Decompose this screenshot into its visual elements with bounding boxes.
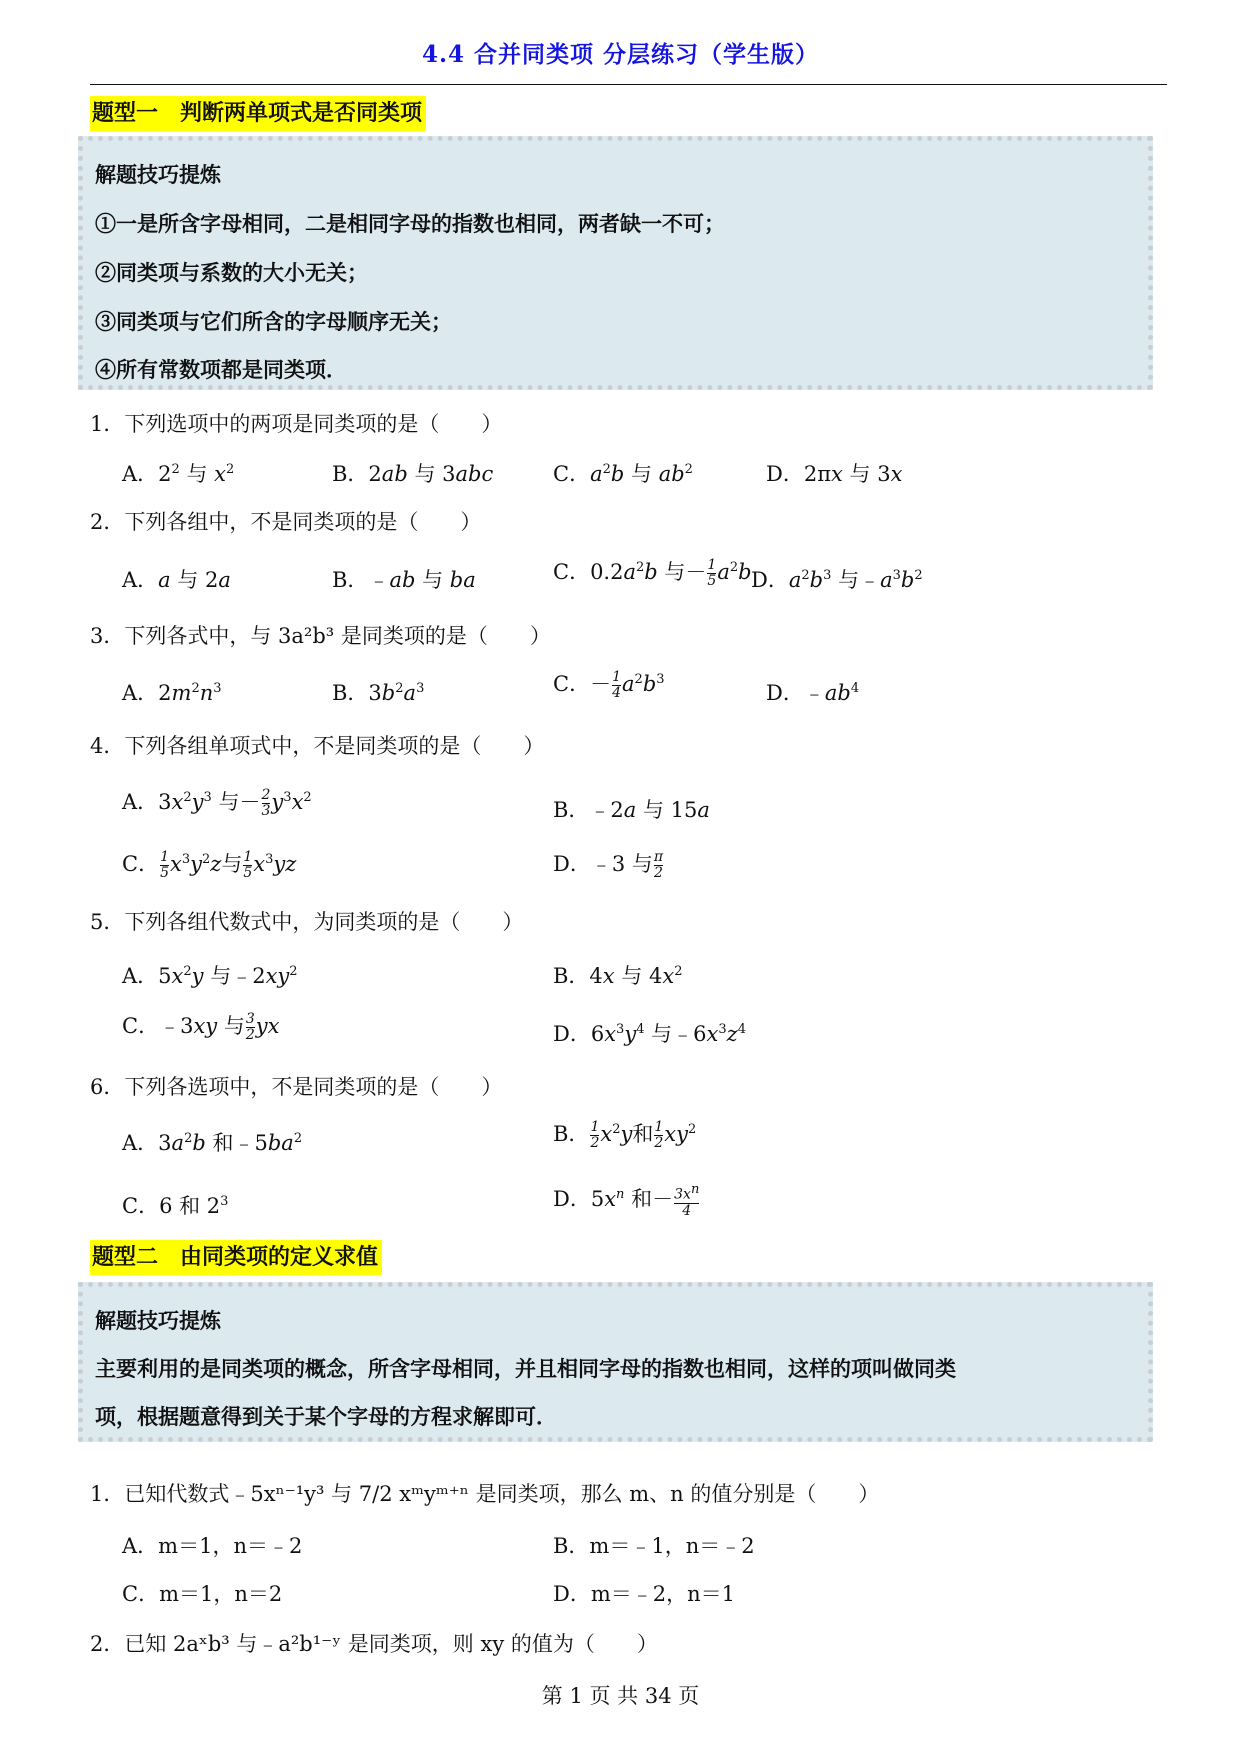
tip-heading: 解题技巧提炼	[95, 1308, 221, 1333]
option-a: A．$3x^2y^3$ 与－ $\frac{2}{3}$ $y^3x^2$	[122, 787, 312, 819]
page-footer: 第 1 页 共 34 页	[541, 1684, 700, 1708]
question-text: 2．下列各组中，不是同类项的是（ ）	[90, 510, 482, 534]
option-b: B．$3b^2a^3$	[332, 681, 425, 705]
question-text: 3．下列各式中，与 3a²b³ 是同类项的是（ ）	[90, 624, 551, 648]
option-a: A．m＝1，n＝﹣2	[122, 1534, 303, 1558]
option-a: A．$2^2$ 与 $x^2$	[122, 462, 235, 486]
option-d: D．2πx 与 3x	[766, 462, 903, 486]
option-b: B． $\frac{1}{2}$ $x^2y$和 $\frac{1}{2}$ $xy^2$	[553, 1119, 697, 1151]
option-c: C．－ $\frac{1}{4}$ $a^2b^3$	[553, 669, 665, 701]
option-b: B．4x 与 $4x^2$	[553, 964, 683, 988]
option-b: B．m＝﹣1，n＝﹣2	[553, 1534, 755, 1558]
option-d: D．$﹣ab^4$	[766, 681, 860, 705]
question-text: 4．下列各组单项式中，不是同类项的是（ ）	[90, 734, 545, 758]
option-a: A．$2m^2n^3$	[122, 681, 222, 705]
option-c: C．m＝1，n＝2	[122, 1582, 283, 1606]
question-text: 2．已知 2aˣb³ 与﹣a²b¹⁻ʸ 是同类项，则 xy 的值为（ ）	[90, 1632, 658, 1656]
option-c: C．6 和 $2^3$	[122, 1194, 229, 1218]
question-text: 6．下列各选项中，不是同类项的是（ ）	[90, 1075, 503, 1099]
option-b: B．﹣2a 与 15a	[553, 798, 710, 822]
option-c: C．﹣3xy 与 $\frac{3}{2}$ yx	[122, 1011, 280, 1043]
option-a: A．$3a^2b$ 和$﹣5ba^2$	[122, 1131, 303, 1155]
option-d: D．m＝﹣2，n＝1	[553, 1582, 735, 1606]
tip-box-2	[78, 1282, 1153, 1442]
tip-line: 主要利用的是同类项的概念，所含字母相同，并且相同字母的指数也相同，这样的项叫做同类	[95, 1356, 956, 1381]
tip-box-1	[78, 136, 1153, 390]
option-d: D．$5x^n$ 和－ $\frac{3x^n}{4}$	[553, 1182, 700, 1219]
option-c: C．$0.2a^2b$ 与－ $\frac{1}{5}$ $a^2b$	[553, 557, 752, 589]
question-text: 5．下列各组代数式中，为同类项的是（ ）	[90, 910, 524, 934]
section-label-2: 题型二 由同类项的定义求值	[90, 1240, 382, 1275]
page-title: 4.4 合并同类项 分层练习（学生版）	[421, 41, 820, 68]
option-d: D．$a^2b^3$ 与$﹣a^3b^2$	[751, 568, 923, 592]
header-rule	[90, 84, 1167, 85]
tip-heading: 解题技巧提炼	[95, 162, 221, 187]
question-text: 1．下列选项中的两项是同类项的是（ ）	[90, 412, 503, 436]
option-d: D．﹣3 与 $\frac{\pi}{2}$	[553, 849, 664, 881]
section-label-1: 题型一 判断两单项式是否同类项	[90, 96, 426, 131]
option-c: C．$a^2b$ 与 $ab^2$	[553, 462, 693, 486]
tip-line: ④所有常数项都是同类项．	[95, 357, 347, 382]
tip-line: 项，根据题意得到关于某个字母的方程求解即可．	[95, 1404, 557, 1429]
tip-line: ②同类项与系数的大小无关；	[95, 260, 368, 285]
option-b: B．﹣ab 与 ba	[332, 568, 476, 592]
tip-line: ③同类项与它们所含的字母顺序无关；	[95, 309, 452, 334]
option-a: A．a 与 2a	[122, 568, 231, 592]
question-text: 1．已知代数式﹣5xⁿ⁻¹y³ 与 7/2 xᵐyᵐ⁺ⁿ 是同类项，那么 m、n 的值分别是（ ）	[90, 1482, 880, 1506]
option-a: A．$5x^2y$ 与$﹣2xy^2$	[122, 964, 298, 988]
option-b: B．2ab 与 3abc	[332, 462, 494, 486]
option-c: C． $\frac{1}{5}$ $x^3y^2z$与 $\frac{1}{5}$ $x^3yz$	[122, 849, 297, 881]
tip-line: ①一是所含字母相同，二是相同字母的指数也相同，两者缺一不可；	[95, 211, 725, 236]
option-d: D．$6x^3y^4$ 与$﹣6x^3z^4$	[553, 1022, 747, 1046]
